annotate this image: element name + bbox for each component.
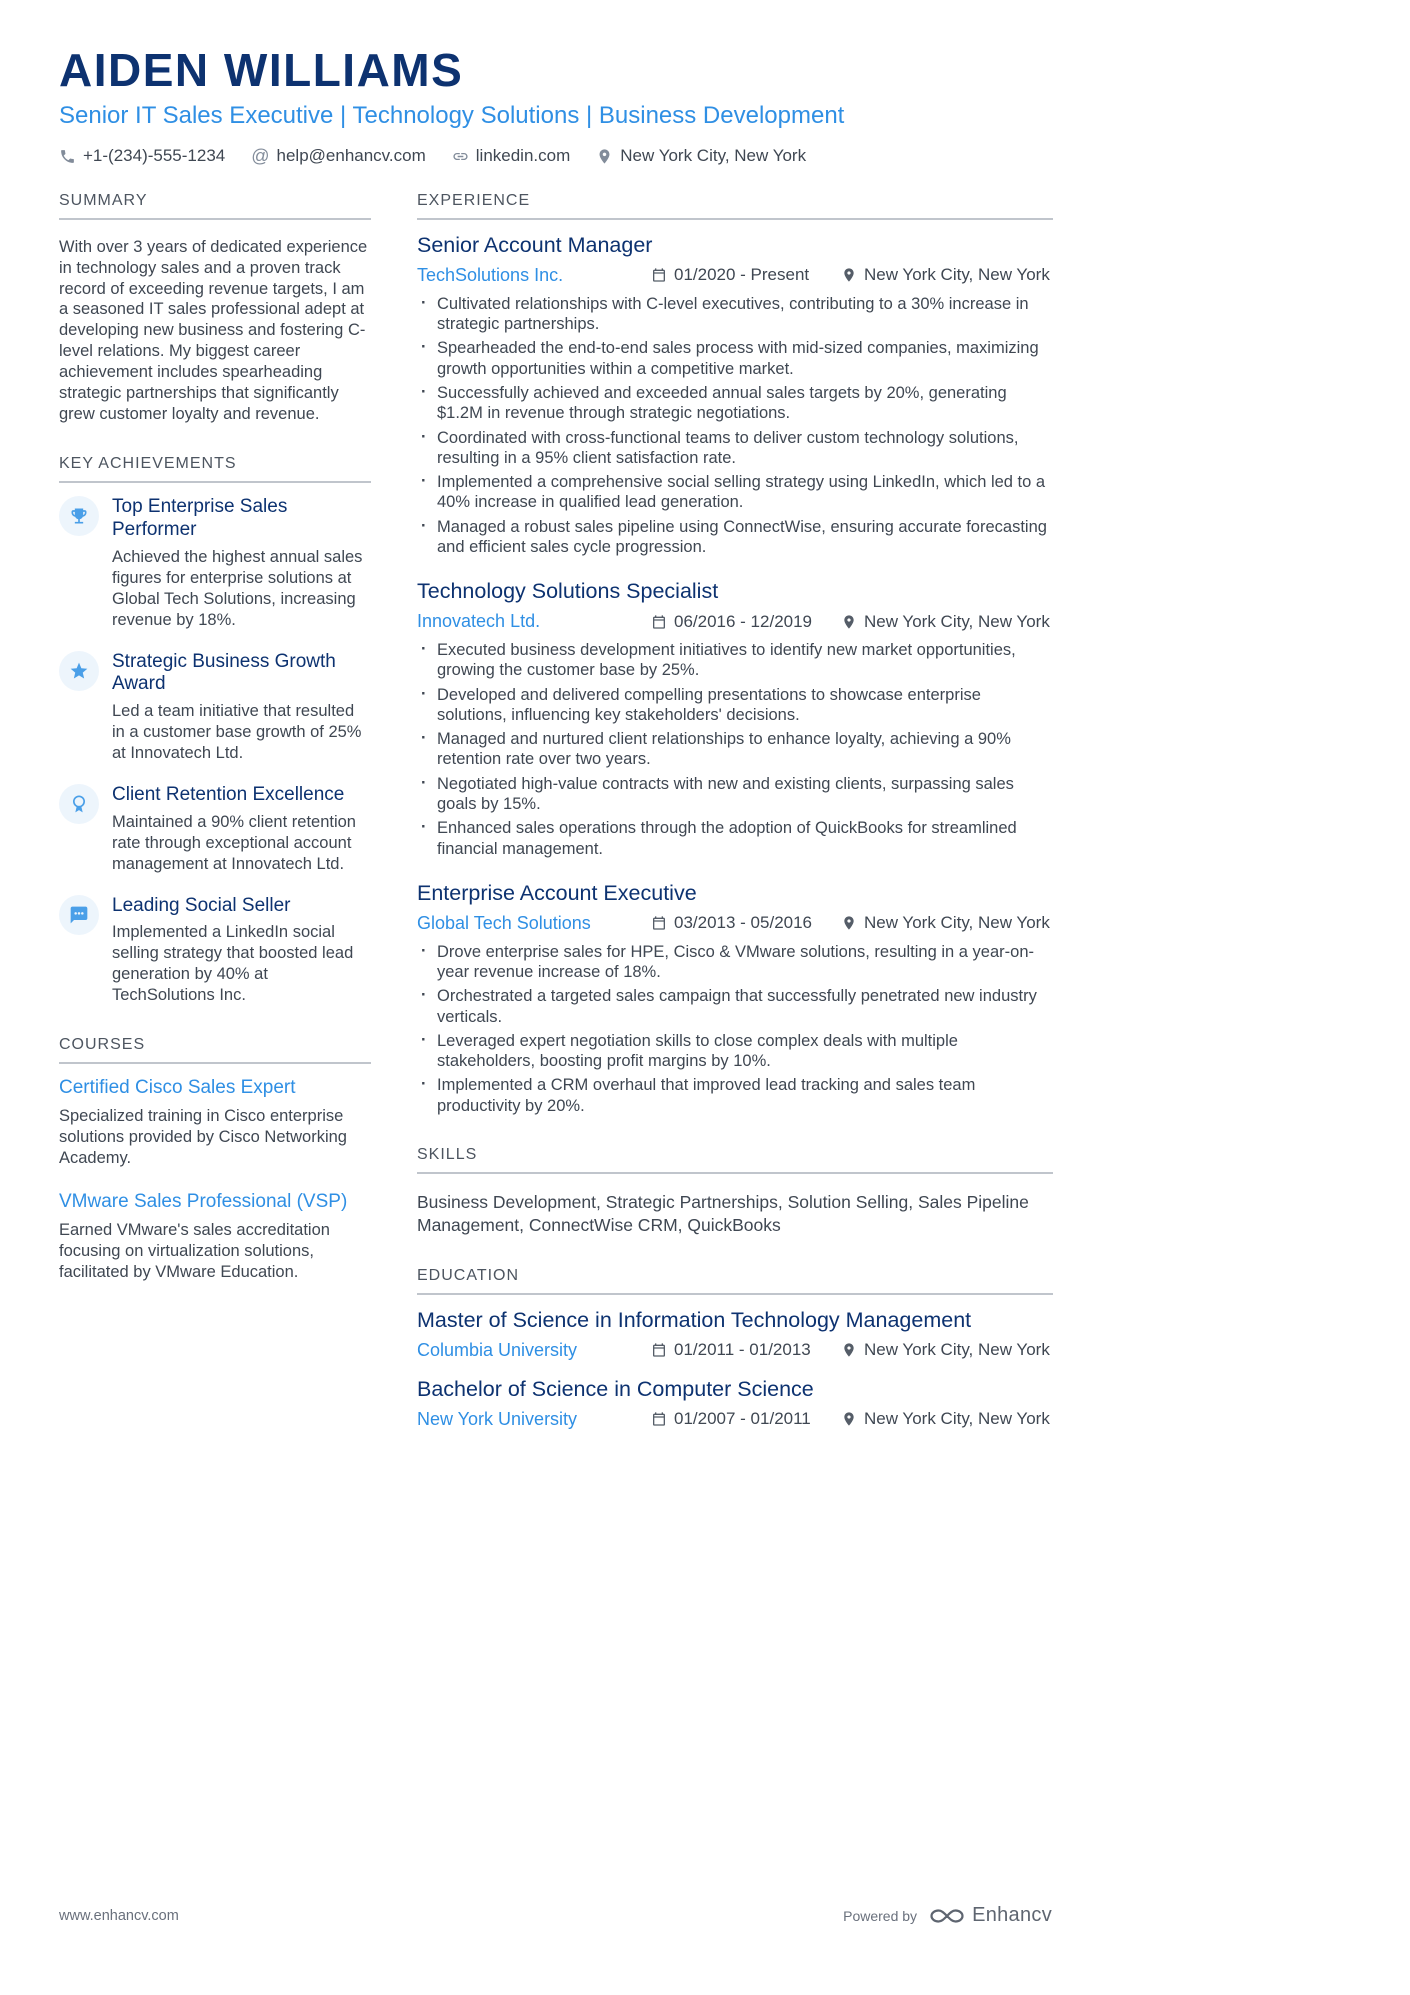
achievement-body — [112, 651, 371, 764]
company-name: Global Tech Solutions — [417, 912, 591, 933]
degree-title: Master of Science in Information Technology Management — [417, 1307, 972, 1332]
achievement-body — [112, 895, 371, 1007]
phone-icon — [59, 148, 76, 165]
skills-heading: SKILLS — [417, 1146, 1053, 1174]
summary-section — [59, 192, 371, 425]
job-dates-text: 03/2013 - 05/2016 — [674, 913, 813, 933]
course-item — [59, 1191, 371, 1283]
job-meta — [417, 611, 1053, 632]
education-location-text: New York City, New York — [864, 1340, 1050, 1360]
education-dates-text: 01/2007 - 01/2011 — [674, 1409, 811, 1429]
experience-heading: EXPERIENCE — [417, 192, 1053, 220]
achievement-body — [112, 784, 371, 875]
course-title: VMware Sales Professional (VSP) — [59, 1190, 348, 1212]
summary-text: With over 3 years of dedicated experience in technology sales and a proven track record of exceeding revenue targets, I am a seasoned IT sales professional adept at developing new business and fostering C-level relations. My biggest career achievement includes spearheading strategic partnerships that significantly grew customer loyalty and revenue. — [59, 237, 368, 424]
location-icon — [841, 915, 857, 931]
job-bullet: · Spearheaded the end-to-end sales process with mid-sized companies, maximizing growth opportunities within a competitive market. — [417, 338, 1053, 379]
course-item — [59, 1077, 371, 1169]
job-dates — [651, 612, 841, 632]
education-heading: EDUCATION — [417, 1267, 1053, 1295]
resume-header — [59, 46, 1410, 166]
enhancv-site-link[interactable]: www.enhancv.com — [59, 1907, 179, 1924]
email-icon: @ — [251, 146, 270, 167]
job-dates — [651, 913, 841, 933]
contact-location — [596, 146, 806, 166]
calendar-icon — [651, 267, 667, 283]
contact-phone — [59, 146, 225, 166]
skills-text: Business Development, Strategic Partnerships, Solution Selling, Sales Pipeline Management, ConnectWise CRM, QuickBooks — [417, 1192, 1029, 1236]
enhancv-logo-icon — [929, 1907, 965, 1925]
courses-section — [59, 1036, 371, 1282]
job-bullets — [417, 294, 1053, 557]
job-bullet: · Executed business development initiatives to identify new market opportunities, growing the customer base by 25%. — [417, 640, 1053, 681]
job-title: Enterprise Account Executive — [417, 880, 697, 905]
education-dates-text: 01/2011 - 01/2013 — [674, 1340, 811, 1360]
right-column — [417, 192, 1053, 1459]
achievement-text: Implemented a LinkedIn social selling strategy that boosted lead generation by 40% at TechSolutions Inc. — [112, 923, 354, 1005]
enhancv-brand-text: Enhancv — [972, 1904, 1052, 1926]
achievement-item — [59, 651, 371, 764]
location-icon — [841, 614, 857, 630]
job-bullet: · Leveraged expert negotiation skills to close complex deals with multiple stakeholders, boosting profit margins by 10%. — [417, 1031, 1053, 1072]
trophy-icon — [59, 496, 99, 536]
job-bullet: · Successfully achieved and exceeded annual sales targets by 20%, generating $1.2M in revenue through strategic negotiations. — [417, 383, 1053, 424]
company-name: TechSolutions Inc. — [417, 264, 564, 285]
course-text: Earned VMware's sales accreditation focusing on virtualization solutions, facilitated by VMware Education. — [59, 1220, 330, 1281]
job-entry — [417, 881, 1053, 1116]
job-location-text: New York City, New York — [864, 265, 1050, 285]
location-icon — [841, 1342, 857, 1358]
location-text: New York City, New York — [620, 146, 807, 166]
contact-row — [59, 146, 1410, 166]
education-meta — [417, 1340, 1053, 1361]
chat-icon — [59, 895, 99, 935]
person-headline: Senior IT Sales Executive | Technology Solutions | Business Development — [59, 102, 845, 130]
page-footer — [59, 1904, 1052, 1927]
job-bullet: · Enhanced sales operations through the adoption of QuickBooks for streamlined financial management. — [417, 818, 1053, 859]
education-location — [841, 1340, 1053, 1360]
contact-email[interactable] — [251, 146, 426, 166]
job-meta — [417, 913, 1053, 934]
job-bullet: · Implemented a CRM overhaul that improved lead tracking and sales team productivity by 20%. — [417, 1075, 1053, 1116]
skills-section — [417, 1146, 1053, 1237]
degree-title: Bachelor of Science in Computer Science — [417, 1376, 814, 1401]
achievement-item — [59, 496, 371, 630]
calendar-icon — [651, 614, 667, 630]
achievement-title: Client Retention Excellence — [112, 784, 345, 806]
link-icon — [452, 148, 469, 165]
education-dates — [651, 1409, 841, 1429]
location-icon — [841, 267, 857, 283]
achievement-item — [59, 784, 371, 875]
job-dates-text: 06/2016 - 12/2019 — [674, 611, 813, 631]
star-icon — [59, 651, 99, 691]
achievements-section — [59, 455, 371, 1006]
job-bullets — [417, 640, 1053, 859]
resume-columns — [59, 192, 1410, 1459]
powered-by — [843, 1904, 1052, 1927]
job-bullet: · Cultivated relationships with C-level executives, contributing to a 30% increase in strategic partnerships. — [417, 294, 1053, 335]
phone-number: +1-(234)-555-1234 — [83, 146, 226, 166]
award-icon — [59, 784, 99, 824]
course-text: Specialized training in Cisco enterprise solutions provided by Cisco Networking Academy. — [59, 1107, 347, 1167]
courses-heading: COURSES — [59, 1036, 371, 1064]
achievement-item — [59, 895, 371, 1007]
company-name: Innovatech Ltd. — [417, 611, 541, 632]
contact-linkedin[interactable] — [452, 146, 571, 166]
job-location-text: New York City, New York — [864, 611, 1050, 631]
education-entry — [417, 1308, 1053, 1361]
enhancv-brand — [929, 1904, 1052, 1927]
experience-section — [417, 192, 1053, 1116]
job-meta — [417, 265, 1053, 286]
calendar-icon — [651, 1342, 667, 1358]
summary-heading: SUMMARY — [59, 192, 371, 220]
job-entry — [417, 233, 1053, 557]
achievement-title: Leading Social Seller — [112, 894, 291, 916]
education-meta — [417, 1409, 1053, 1430]
achievement-title: Top Enterprise Sales Performer — [112, 496, 288, 540]
achievement-text: Achieved the highest annual sales figures for enterprise solutions at Global Tech Solutions, increasing revenue by 18%. — [112, 547, 363, 629]
school-name: New York University — [417, 1408, 578, 1429]
job-location — [841, 913, 1053, 933]
achievement-body — [112, 496, 371, 630]
job-dates — [651, 265, 841, 285]
course-title: Certified Cisco Sales Expert — [59, 1077, 296, 1099]
email-address: help@enhancv.com — [276, 146, 426, 166]
school-name: Columbia University — [417, 1339, 578, 1360]
job-location-text: New York City, New York — [864, 913, 1050, 933]
calendar-icon — [651, 915, 667, 931]
achievement-text: Maintained a 90% client retention rate through exceptional account management at Innovatech Ltd. — [112, 812, 356, 873]
person-name: AIDEN WILLIAMS — [59, 44, 464, 96]
job-title: Technology Solutions Specialist — [417, 579, 719, 604]
left-column — [59, 192, 371, 1459]
job-dates-text: 01/2020 - Present — [674, 265, 810, 285]
education-entry — [417, 1377, 1053, 1430]
linkedin-url: linkedin.com — [475, 146, 571, 166]
job-bullet: · Drove enterprise sales for HPE, Cisco & VMware solutions, resulting in a year-on-year revenue increase of 18%. — [417, 942, 1053, 983]
education-location — [841, 1409, 1053, 1429]
job-bullet: · Implemented a comprehensive social selling strategy using LinkedIn, which led to a 40% increase in qualified lead generation. — [417, 472, 1053, 513]
job-bullet: · Coordinated with cross-functional teams to deliver custom technology solutions, resulting in a 95% client satisfaction rate. — [417, 428, 1053, 469]
achievement-text: Led a team initiative that resulted in a customer base growth of 25% at Innovatech Ltd. — [112, 702, 362, 763]
education-location-text: New York City, New York — [864, 1409, 1050, 1429]
location-icon — [841, 1411, 857, 1427]
job-bullet: · Developed and delivered compelling presentations to showcase enterprise solutions, influencing key stakeholders' decisions. — [417, 685, 1053, 726]
job-bullets — [417, 942, 1053, 1116]
job-bullet: · Orchestrated a targeted sales campaign that successfully penetrated new industry verticals. — [417, 986, 1053, 1027]
achievements-heading: KEY ACHIEVEMENTS — [59, 455, 371, 483]
powered-by-label: Powered by — [843, 1907, 918, 1924]
job-bullet: · Managed and nurtured client relationships to enhance loyalty, achieving a 90% retention rate over two years. — [417, 729, 1053, 770]
achievement-title: Strategic Business Growth Award — [112, 650, 336, 695]
calendar-icon — [651, 1411, 667, 1427]
job-title: Senior Account Manager — [417, 233, 653, 258]
job-bullet: · Managed a robust sales pipeline using ConnectWise, ensuring accurate forecasting and efficient sales cycle progression. — [417, 517, 1053, 558]
education-section — [417, 1267, 1053, 1430]
education-dates — [651, 1340, 841, 1360]
job-entry — [417, 579, 1053, 859]
job-location — [841, 265, 1053, 285]
job-location — [841, 612, 1053, 632]
location-icon — [596, 148, 613, 165]
job-bullet: · Negotiated high-value contracts with new and existing clients, surpassing sales goals by 15%. — [417, 774, 1053, 815]
